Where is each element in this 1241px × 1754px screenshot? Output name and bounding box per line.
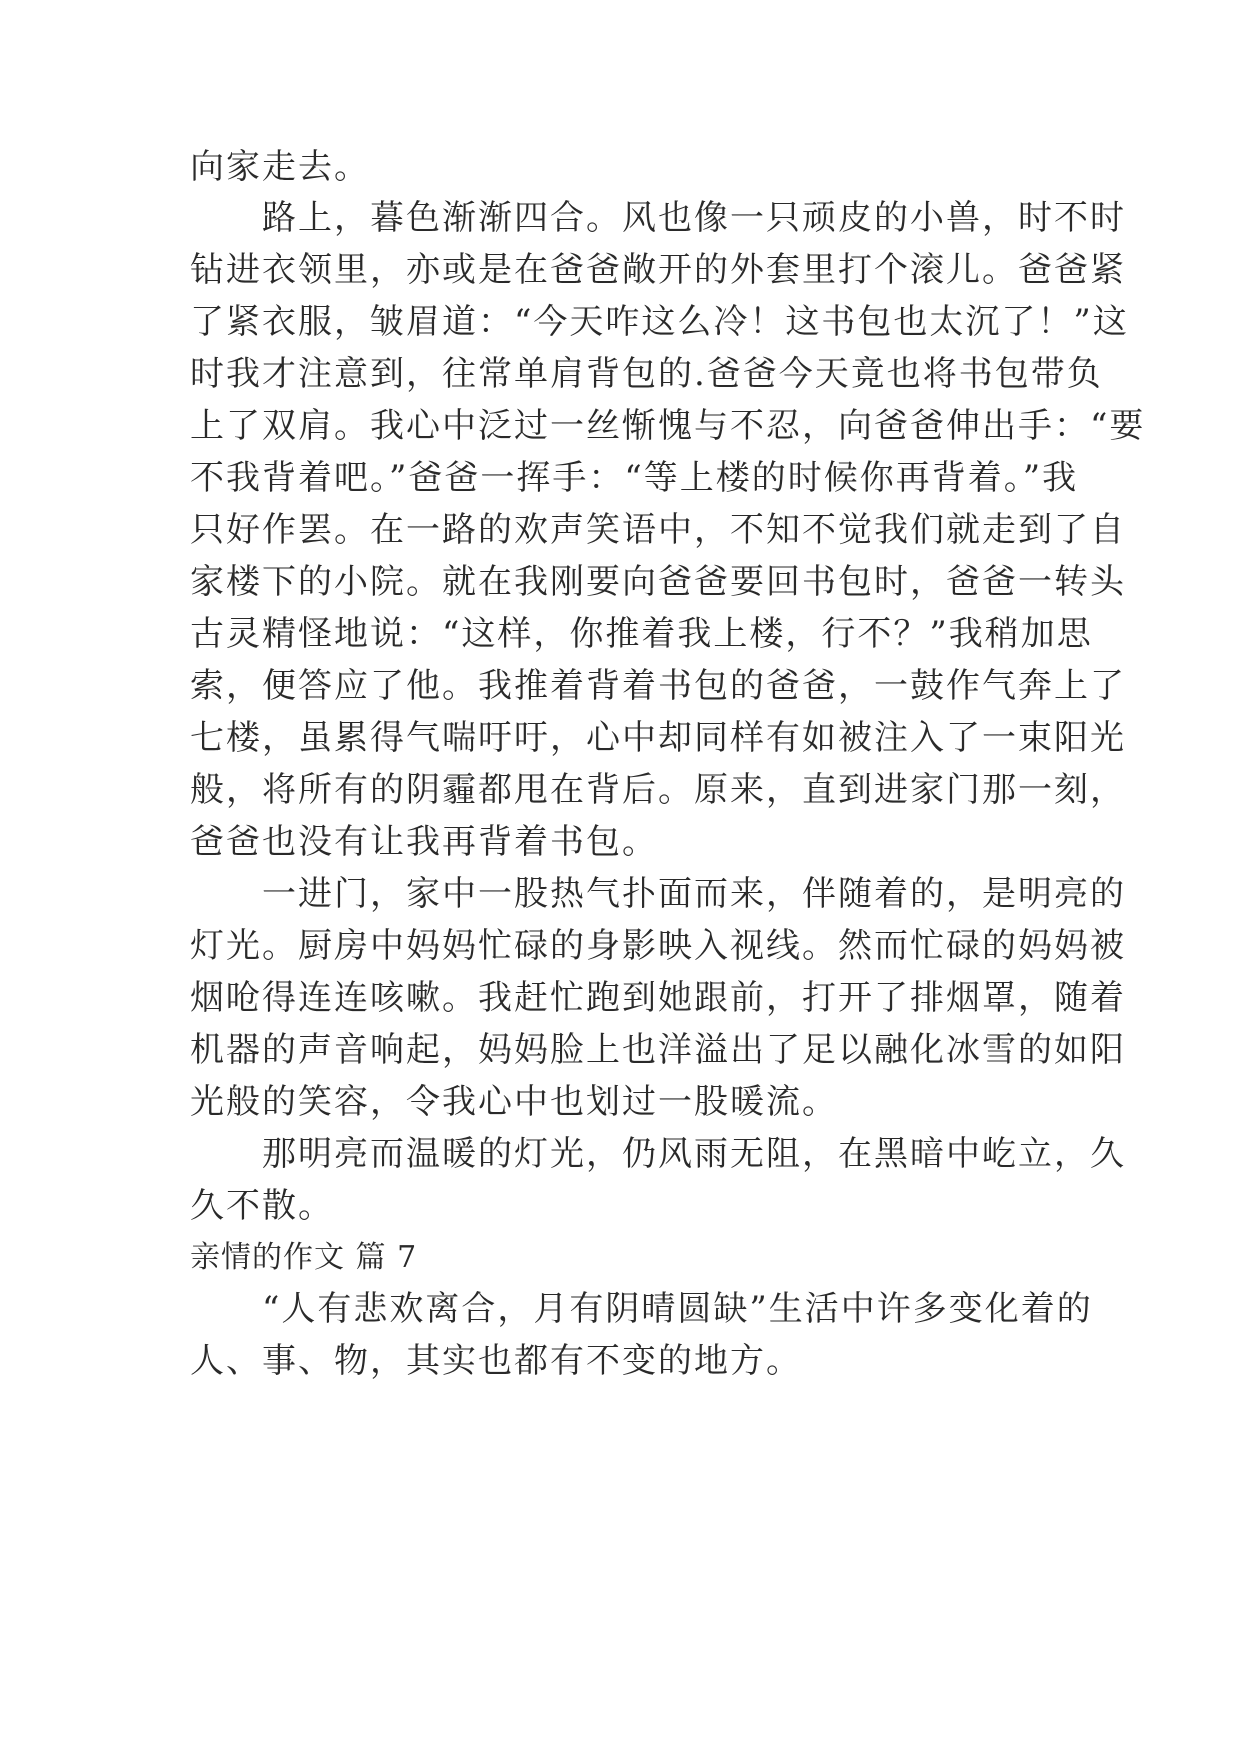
- text-line: 了紧衣服，皱眉道：“今天咋这么冷！这书包也太沉了！”这: [190, 302, 1129, 342]
- text-line: 爸爸也没有让我再背着书包。: [190, 822, 658, 862]
- text-line: 烟呛得连连咳嗽。我赶忙跑到她跟前，打开了排烟罩，随着: [190, 978, 1126, 1018]
- text-line: 只好作罢。在一路的欢声笑语中，不知不觉我们就走到了自: [190, 510, 1126, 550]
- text-line: 光般的笑容，令我心中也划过一股暖流。: [190, 1082, 838, 1122]
- text-line: 时我才注意到，往常单肩背包的.爸爸今天竟也将书包带负: [190, 354, 1103, 394]
- text-line: 一进门，家中一股热气扑面而来，伴随着的，是明亮的: [190, 874, 1126, 914]
- section-heading: 亲情的作文 篇 7: [190, 1240, 418, 1275]
- text-line: 古灵精怪地说：“这样，你推着我上楼，行不？”我稍加思: [190, 614, 1093, 654]
- text-line: 不我背着吧。”爸爸一挥手：“等上楼的时候你再背着。”我: [190, 458, 1079, 498]
- text-line: 七楼，虽累得气喘吁吁，心中却同样有如被注入了一束阳光: [190, 718, 1126, 758]
- text-line: 久不散。: [190, 1186, 334, 1226]
- text-line: 家楼下的小院。就在我刚要向爸爸要回书包时，爸爸一转头: [190, 562, 1126, 602]
- text-line: 钻进衣领里，亦或是在爸爸敞开的外套里打个滚儿。爸爸紧: [190, 250, 1126, 290]
- text-line: 机器的声音响起，妈妈脸上也洋溢出了足以融化冰雪的如阳: [190, 1030, 1126, 1070]
- text-line: 向家走去。: [190, 147, 370, 187]
- text-line: 人、事、物，其实也都有不变的地方。: [190, 1341, 802, 1381]
- text-line: 般，将所有的阴霾都甩在背后。原来，直到进家门那一刻，: [190, 770, 1126, 810]
- text-line: 路上，暮色渐渐四合。风也像一只顽皮的小兽，时不时: [190, 198, 1126, 238]
- text-line: 索，便答应了他。我推着背着书包的爸爸，一鼓作气奔上了: [190, 666, 1126, 706]
- text-line: “人有悲欢离合，月有阴晴圆缺”生活中许多变化着的: [190, 1289, 1093, 1329]
- text-line: 那明亮而温暖的灯光，仍风雨无阻，在黑暗中屹立，久: [190, 1134, 1126, 1174]
- text-line: 上了双肩。我心中泛过一丝惭愧与不忍，向爸爸伸出手：“要: [190, 406, 1146, 446]
- text-line: 灯光。厨房中妈妈忙碌的身影映入视线。然而忙碌的妈妈被: [190, 926, 1126, 966]
